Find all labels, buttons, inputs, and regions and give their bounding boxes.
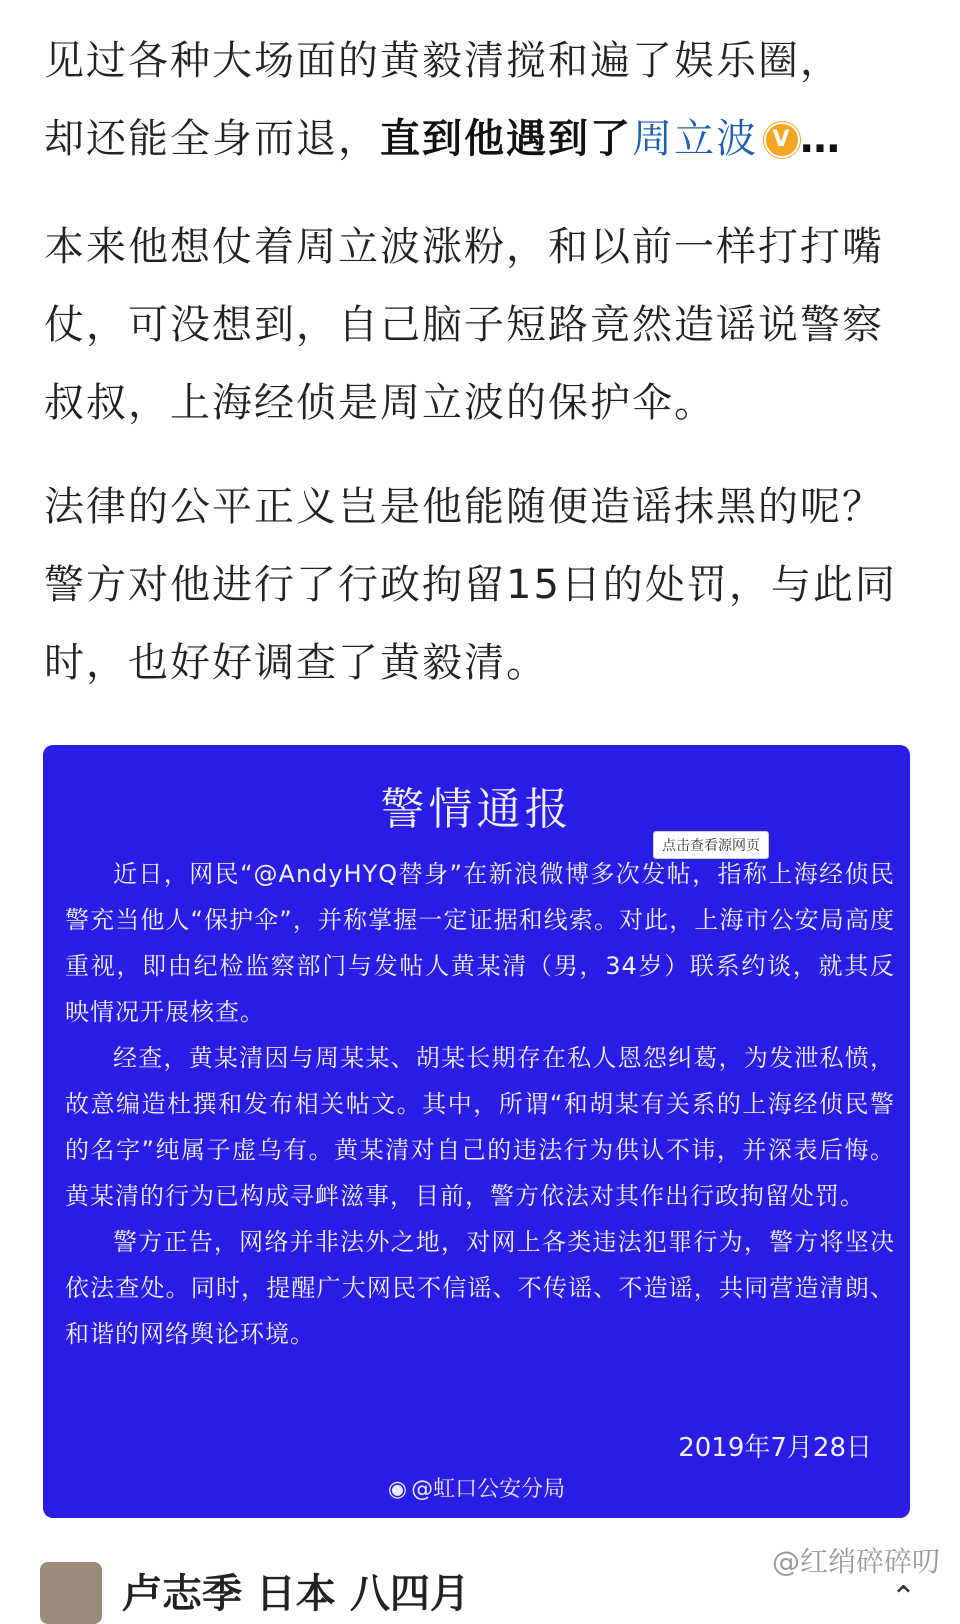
notice-body [65, 851, 895, 1357]
chevron-up-icon[interactable]: ⌃ [890, 1580, 916, 1615]
view-source-button[interactable]: 点击查看源网页 [653, 831, 769, 859]
ellipsis: … [800, 116, 842, 162]
paragraph-2: 本来他想仗着周立波涨粉，和以前一样打打嘴仗，可没想到，自己脑子短路竟然造谣说警察叔叔，上海经侦是周立波的保护伞。 [44, 224, 884, 426]
notice-paragraph-3: 警方正告，网络并非法外之地，对网上各类违法犯罪行为，警方将坚决依法查处。同时，提醒广大网民不信谣、不传谣、不造谣，共同营造清朗、和谐的网络舆论环境。 [65, 1228, 895, 1348]
paragraph-1-line-2-prefix: 却还能全身而退， [44, 116, 380, 162]
paragraph-3: 法律的公平正义岂是他能随便造谣抹黑的呢？警方对他进行了行政拘留15日的处罚，与此同时，也好好调查了黄毅清。 [44, 484, 897, 686]
notice-footer-account: @虹口公安分局 [411, 1477, 566, 1502]
notice-paragraph-2: 经查，黄某清因与周某某、胡某长期存在私人恩怨纠葛，为发泄私愤，故意编造杜撰和发布相关帖文。其中，所谓“和胡某有关系的上海经侦民警的名字”纯属子虚乌有。黄某清对自己的违法行为供认不讳，并深表后悔。黄某清的行为已构成寻衅滋事，目前，警方依法对其作出行政拘留处罚。 [65, 1044, 895, 1210]
notice-title: 警情通报 [380, 784, 573, 835]
watermark-text: @红绡碎碎叨 [771, 1545, 940, 1578]
notice-paragraph-1: 近日，网民“@AndyHYQ替身”在新浪微博多次发帖，指称上海经侦民警充当他人“保护伞”，并称掌握一定证据和线索。对此，上海市公安局高度重视，即由纪检监察部门与发帖人黄某清（男，34岁）联系约谈，就其反映情况开展核查。 [65, 860, 895, 1026]
mention-link[interactable]: 周立波 [632, 116, 758, 162]
bottom-bar [0, 1540, 960, 1617]
paragraph-1-line-1: 见过各种大场面的黄毅清搅和遍了娱乐圈， [44, 38, 842, 84]
avatar[interactable] [40, 1562, 102, 1624]
paragraph-1-bold-text: 直到他遇到了 [380, 116, 632, 162]
paragraph-1 [44, 22, 924, 178]
weibo-icon: ◉ [387, 1477, 408, 1502]
article-body [44, 22, 924, 728]
police-notice-image[interactable] [43, 745, 910, 1518]
notice-footer [43, 1472, 910, 1503]
bottom-author-name[interactable]: 卢志季 日本 八四月 [122, 1571, 470, 1617]
verified-badge-icon: V [764, 122, 800, 158]
notice-date: 2019年7月28日 [678, 1433, 872, 1463]
